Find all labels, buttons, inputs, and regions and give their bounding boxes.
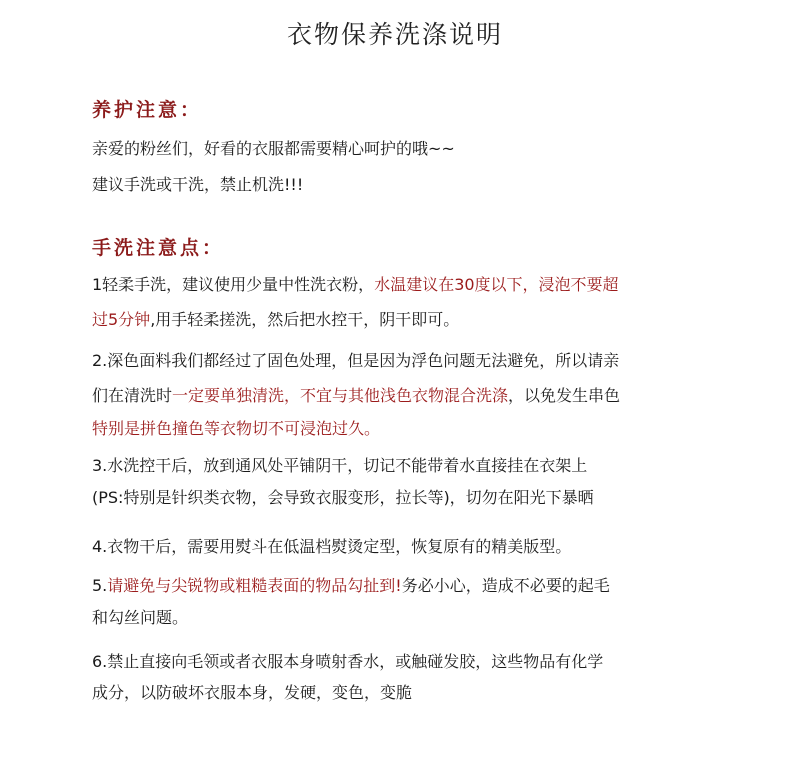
item-2-text: 们在清洗时 bbox=[92, 386, 173, 405]
care-heading: 养护注意： bbox=[92, 99, 203, 121]
item-2-warning: 一定要单独清洗，不宜与其他浅色衣物混合洗涤 bbox=[172, 386, 509, 405]
item-1-text-cont: ,用手轻柔搓洗，然后把水控干，阴干即可。 bbox=[150, 310, 460, 329]
handwash-item-6-line-1: 6.禁止直接向毛领或者衣服本身喷射香水，或触碰发胶，这些物品有化学 bbox=[92, 652, 604, 671]
handwash-heading: 手洗注意点： bbox=[92, 237, 225, 259]
page-title: 衣物保养洗涤说明 bbox=[286, 20, 503, 49]
handwash-item-6-line-2: 成分，以防破坏衣服本身，发硬，变色，变脆 bbox=[92, 683, 413, 702]
handwash-item-4-line-1: 4.衣物干后，需要用熨斗在低温档熨烫定型，恢复原有的精美版型。 bbox=[92, 537, 572, 556]
handwash-item-5-line-1 bbox=[92, 575, 610, 597]
care-line-1: 亲爱的粉丝们，好看的衣服都需要精心呵护的哦~~ bbox=[92, 139, 455, 158]
handwash-item-1-line-2 bbox=[92, 309, 459, 331]
item-1-text: 1轻柔手洗，建议使用少量中性洗衣粉， bbox=[92, 275, 375, 294]
item-5-number: 5. bbox=[92, 576, 108, 595]
handwash-item-3-line-2: (PS:特别是针织类衣物，会导致衣服变形，拉长等)，切勿在阳光下暴晒 bbox=[92, 488, 594, 507]
item-1-warning: 水温建议在30度以下，浸泡不要超 bbox=[374, 275, 619, 294]
care-line-2: 建议手洗或干洗，禁止机洗!!! bbox=[92, 175, 304, 194]
handwash-item-1-line-1 bbox=[92, 274, 619, 296]
item-1-warning-cont: 过5分钟 bbox=[92, 310, 151, 329]
handwash-item-2-line-2 bbox=[92, 385, 620, 407]
item-5-warning: 请避免与尖锐物或粗糙表面的物品勾扯到! bbox=[107, 576, 402, 595]
item-5-text: 务必小心，造成不必要的起毛 bbox=[401, 576, 610, 595]
item-2-warning-cont: 特别是拼色撞色等衣物切不可浸泡过久。 bbox=[92, 419, 381, 438]
handwash-item-2-line-1: 2.深色面料我们都经过了固色处理，但是因为浮色问题无法避免，所以请亲 bbox=[92, 351, 620, 370]
handwash-item-5-line-2: 和勾丝问题。 bbox=[92, 608, 189, 627]
handwash-item-2-line-3 bbox=[92, 418, 380, 440]
item-2-text-cont: ，以免发生串色 bbox=[508, 386, 621, 405]
handwash-item-3-line-1: 3.水洗控干后，放到通风处平铺阴干，切记不能带着水直接挂在衣架上 bbox=[92, 456, 588, 475]
